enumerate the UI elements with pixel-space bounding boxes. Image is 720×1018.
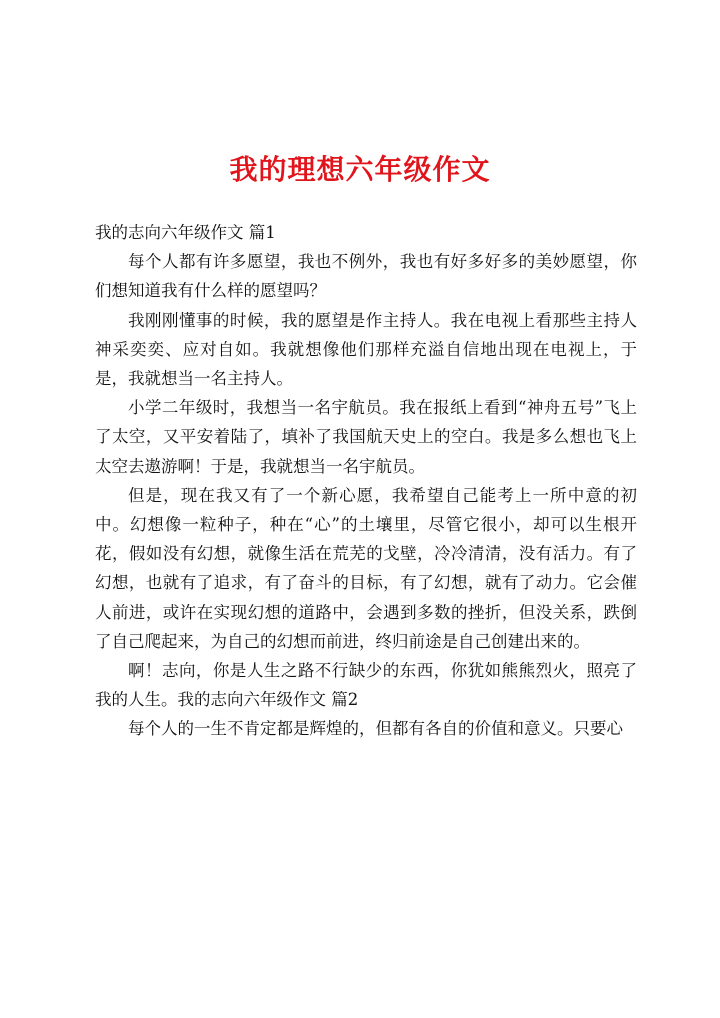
paragraph: 啊！志向，你是人生之路不行缺少的东西，你犹如熊熊烈火，照亮了我的人生。我的志向六年级作文 篇2	[95, 661, 637, 710]
paragraph: 小学二年级时，我想当一名宇航员。我在报纸上看到“神舟五号”飞上了太空，又平安着陆了，填补了我国航天史上的空白。我是多么想也飞上太空去遨游啊！于是，我就想当一名宇航员。	[95, 398, 637, 476]
paragraph: 每个人都有许多愿望，我也不例外，我也有好多好多的美妙愿望，你们想知道我有什么样的愿望吗？	[95, 252, 637, 301]
paragraph: 我刚刚懂事的时候，我的愿望是作主持人。我在电视上看那些主持人神采奕奕、应对自如。我就想像他们那样充溢自信地出现在电视上，于是，我就想当一名主持人。	[95, 310, 637, 389]
document-title: 我的理想六年级作文	[229, 153, 491, 186]
section-heading: 我的志向六年级作文 篇1	[95, 223, 276, 242]
document-body	[95, 218, 637, 744]
paragraph: 每个人的一生不肯定都是辉煌的，但都有各自的价值和意义。只要心	[128, 719, 623, 739]
paragraph: 但是，现在我又有了一个新心愿，我希望自己能考上一所中意的初中。幻想像一粒种子，种在“心”的土壤里，尽管它很小，却可以生根开花，假如没有幻想，就像生活在荒芜的戈壁，冷冷清清，没有活力。有了幻想，也就有了追求，有了奋斗的目标，有了幻想，就有了动力。它会催人前进，或许在实现幻想的道路中，会遇到多数的挫折，但没关系，跌倒了自己爬起来，为自己的幻想而前进，终归前途是自己创建出来的。	[95, 485, 637, 651]
